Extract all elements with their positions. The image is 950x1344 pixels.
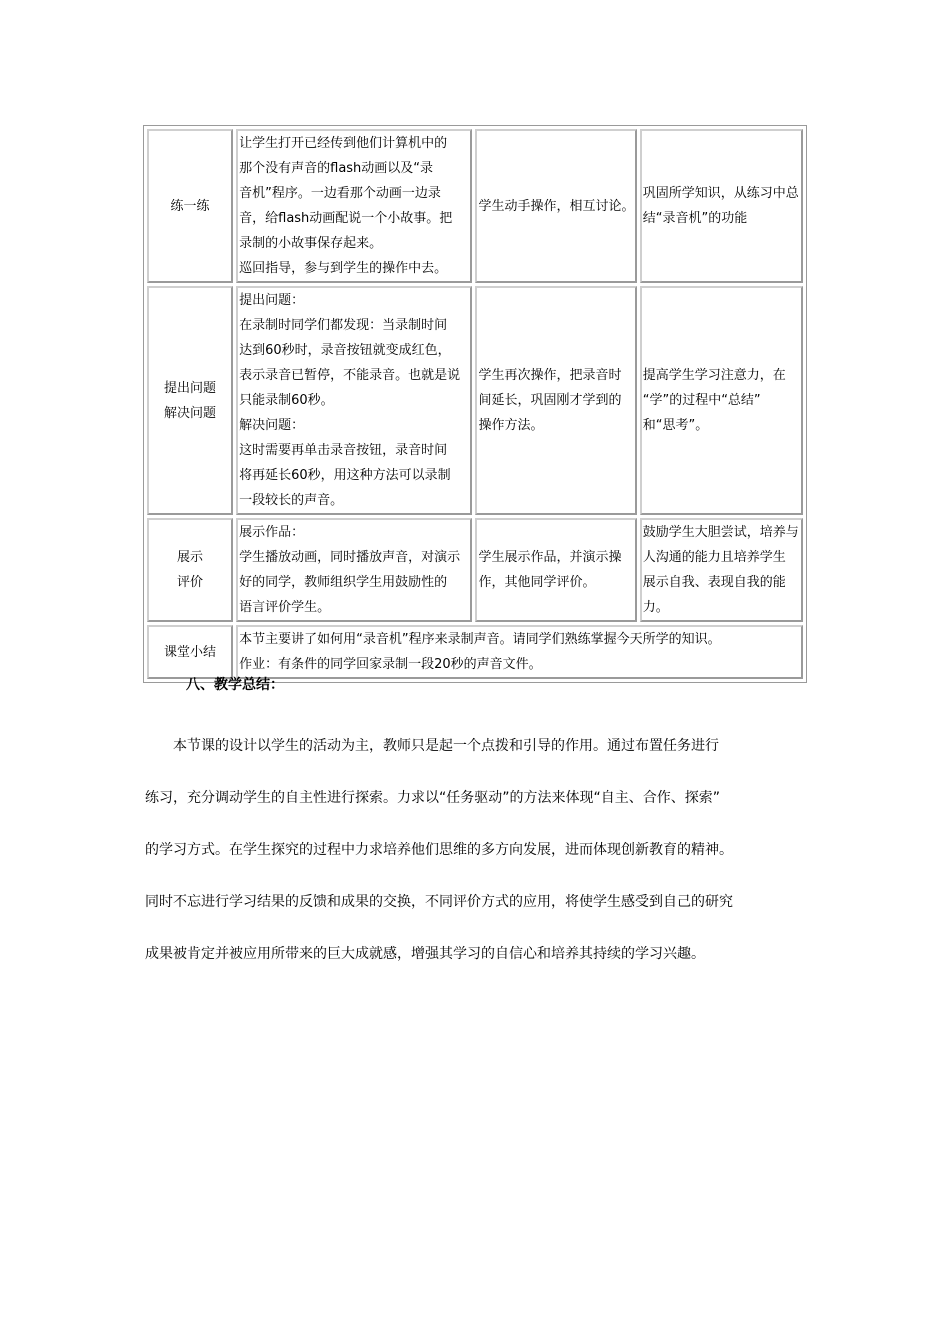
design-intent-line: 提高学生学习注意力，在 bbox=[642, 368, 786, 383]
teacher-activity-line: 那个没有声音的flash动画以及“录 bbox=[239, 161, 434, 176]
stage-label: 解决问题 bbox=[164, 405, 217, 421]
stage-label: 评价 bbox=[177, 575, 204, 590]
teacher-activity-line: 让学生打开已经传到他们计算机中的 bbox=[239, 136, 448, 151]
design-intent-line: 结“录音机”的功能 bbox=[642, 211, 748, 226]
student-activity-line: 作，其他同学评价。 bbox=[478, 575, 596, 590]
teacher-activity-line: 一段较长的声音。 bbox=[239, 493, 344, 508]
table-row bbox=[147, 286, 803, 515]
student-activity-line: 操作方法。 bbox=[478, 418, 544, 433]
stage-cell bbox=[147, 129, 233, 283]
lesson-table bbox=[143, 125, 807, 683]
teacher-activity-line: 好的同学，教师组织学生用鼓励性的 bbox=[239, 575, 448, 590]
design-intent-cell bbox=[640, 518, 803, 622]
design-intent-line: 鼓励学生大胆尝试，培养与 bbox=[642, 525, 799, 540]
homework-line: 作业：有条件的同学回家录制一段20秒的声音文件。 bbox=[239, 657, 542, 672]
stage-label: 课堂小结 bbox=[164, 644, 217, 660]
teacher-activity-line: 录制的小故事保存起来。 bbox=[239, 236, 383, 251]
summary-paragraph bbox=[145, 720, 807, 980]
paragraph-line: 本节课的设计以学生的活动为主，教师只是起一个点拨和引导的作用。通过布置任务进行 bbox=[145, 738, 719, 754]
table-row bbox=[147, 129, 803, 283]
class-summary-cell bbox=[236, 625, 803, 679]
design-intent-line: 和“思考”。 bbox=[642, 418, 709, 433]
teacher-activity-line: 语言评价学生。 bbox=[239, 600, 331, 615]
stage-label: 练一练 bbox=[170, 198, 210, 214]
table-row bbox=[147, 625, 803, 679]
stage-cell bbox=[147, 625, 233, 679]
design-intent-cell bbox=[640, 286, 803, 515]
teacher-activity-line: 展示作品： bbox=[239, 525, 305, 540]
paragraph-line: 同时不忘进行学习结果的反馈和成果的交换，不同评价方式的应用，将使学生感受到自己的研究 bbox=[145, 894, 733, 910]
section-heading: 八、教学总结： bbox=[186, 677, 284, 693]
student-activity-line: 学生再次操作，把录音时 bbox=[478, 368, 622, 383]
design-intent-line: 展示自我、表现自我的能 bbox=[642, 575, 786, 590]
teacher-activity-line: 音，给flash动画配说一个小故事。把 bbox=[239, 211, 453, 226]
design-intent-line: 人沟通的能力且培养学生 bbox=[642, 550, 786, 565]
class-summary-line: 本节主要讲了如何用“录音机”程序来录制声音。请同学们熟练掌握今天所学的知识。 bbox=[239, 632, 721, 647]
table-row bbox=[147, 518, 803, 622]
paragraph-line: 成果被肯定并被应用所带来的巨大成就感，增强其学习的自信心和培养其持续的学习兴趣。 bbox=[145, 946, 705, 962]
design-intent-line: 力。 bbox=[642, 600, 669, 615]
teacher-activity-line: 解决问题： bbox=[239, 418, 305, 433]
design-intent-line: 巩固所学知识，从练习中总 bbox=[642, 186, 799, 201]
design-intent-line: “学”的过程中“总结” bbox=[642, 393, 761, 408]
teacher-activity-line: 达到60秒时，录音按钮就变成红色， bbox=[239, 343, 451, 358]
teacher-activity-line: 巡回指导，参与到学生的操作中去。 bbox=[239, 261, 448, 276]
student-activity-line: 学生动手操作，相互讨论。 bbox=[478, 198, 635, 214]
teacher-activity-line: 这时需要再单击录音按钮，录音时间 bbox=[239, 443, 448, 458]
student-activity-line: 学生展示作品，并演示操 bbox=[478, 550, 622, 565]
teacher-activity-line: 只能录制60秒。 bbox=[239, 393, 334, 408]
teacher-activity-line: 在录制时同学们都发现：当录制时间 bbox=[239, 318, 448, 333]
paragraph-line: 的学习方式。在学生探究的过程中力求培养他们思维的多方向发展，进而体现创新教育的精神。 bbox=[145, 842, 733, 858]
design-intent-cell bbox=[640, 129, 803, 283]
stage-cell bbox=[147, 286, 233, 515]
stage-label: 展示 bbox=[177, 550, 204, 565]
teacher-activity-cell bbox=[236, 286, 472, 515]
stage-cell bbox=[147, 518, 233, 622]
teacher-activity-cell bbox=[236, 518, 472, 622]
student-activity-cell bbox=[475, 286, 636, 515]
stage-label: 提出问题 bbox=[164, 380, 217, 396]
paragraph-line: 练习，充分调动学生的自主性进行探索。力求以“任务驱动”的方法来体现“自主、合作、探索” bbox=[145, 790, 721, 806]
student-activity-cell bbox=[475, 518, 636, 622]
student-activity-line: 间延长，巩固刚才学到的 bbox=[478, 393, 622, 408]
teacher-activity-line: 音机”程序。一边看那个动画一边录 bbox=[239, 186, 441, 201]
teacher-activity-cell bbox=[236, 129, 472, 283]
teacher-activity-line: 将再延长60秒，用这种方法可以录制 bbox=[239, 468, 451, 483]
teacher-activity-line: 提出问题： bbox=[239, 293, 305, 308]
student-activity-cell bbox=[475, 129, 636, 283]
teacher-activity-line: 表示录音已暂停，不能录音。也就是说 bbox=[239, 368, 461, 383]
teacher-activity-line: 学生播放动画，同时播放声音，对演示 bbox=[239, 550, 461, 565]
